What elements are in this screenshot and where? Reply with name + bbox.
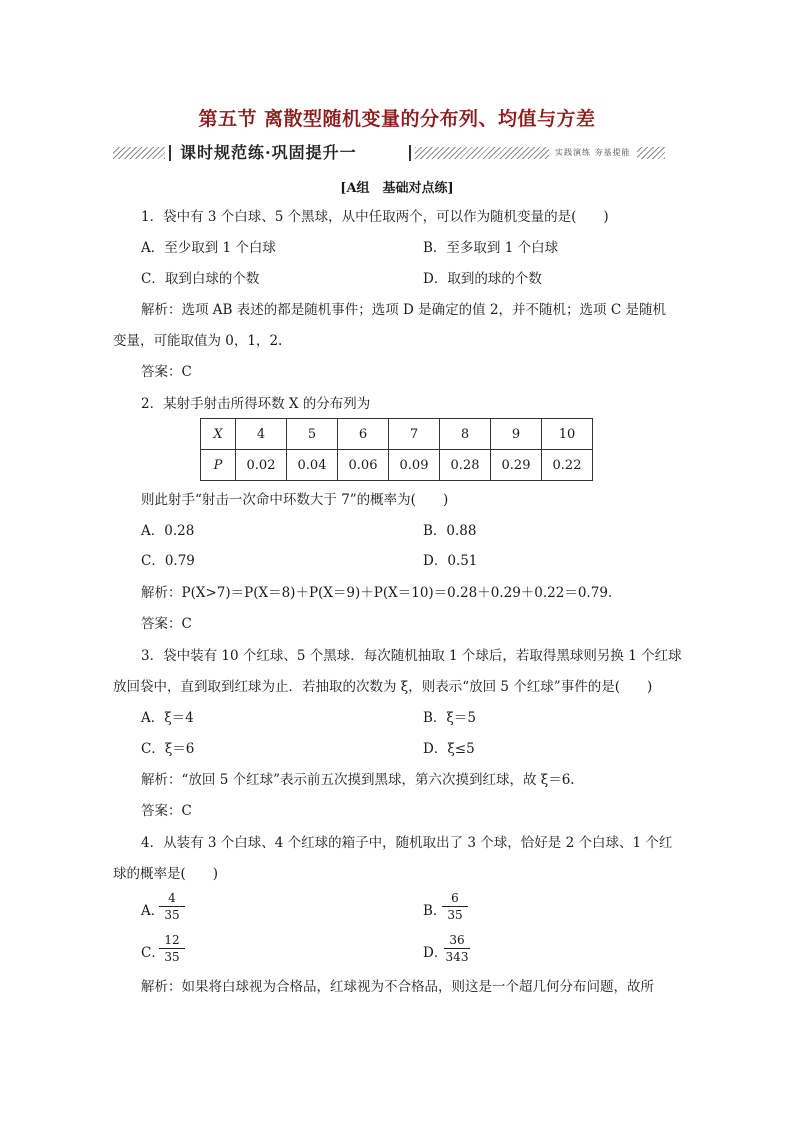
q2-option-d: D．0.51 [423,553,478,569]
q4-option-c-label: C． [141,945,165,961]
q4-option-b-label: B． [423,903,447,919]
q3-analysis: 解析：“放回 5 个红球”表示前五次摸到黑球，第六次摸到红球，故 ξ＝6. [141,772,575,788]
q2-answer: 答案：C [141,616,192,632]
q4-option-b-fraction [440,891,470,922]
fraction-denominator: 35 [164,950,180,964]
q1-option-b: B．至多取到 1 个白球 [423,240,559,256]
banner-subtitle: 实践演练 夯基提能 [549,147,637,159]
fraction-bar [442,906,468,907]
table-cell: 9 [491,419,542,450]
table-cell: X [201,419,236,450]
q3-option-d: D．ξ≤5 [423,741,475,757]
section-banner [113,143,665,163]
q4-stem-line2: 球的概率是( ) [113,866,219,882]
fraction-numerator: 6 [451,891,459,905]
fraction-denominator: 343 [445,950,469,964]
q3-stem-line1: 3．袋中装有 10 个红球、5 个黑球．每次随机抽取 1 个球后，若取得黑球则另换 1 个红球 [141,648,682,664]
q1-stem: 1．袋中有 3 个白球、5 个黑球，从中任取两个，可以作为随机变量的是( ) [141,209,609,225]
q4-option-c-fraction [157,933,187,964]
fraction-numerator: 4 [168,891,176,905]
q1-analysis-line1: 解析：选项 AB 表述的都是随机事件；选项 D 是确定的值 2，并不随机；选项 C 是随机 [141,302,666,318]
q3-stem-line2: 放回袋中，直到取到红球为止．若抽取的次数为 ξ，则表示“放回 5 个红球”事件的是( ) [113,679,653,695]
q3-option-a: A．ξ＝4 [141,710,194,726]
q4-option-d-label: D． [423,945,448,961]
table-cell: 5 [287,419,338,450]
table-cell: 0.09 [389,450,440,481]
banner-bar-left [169,145,171,161]
table-cell: P [201,450,236,481]
q1-answer: 答案：C [141,364,192,380]
banner-hatch-left [113,147,165,159]
table-cell: 6 [338,419,389,450]
fraction-bar [444,948,470,949]
q2-option-b: B．0.88 [423,523,477,539]
table-cell: 0.28 [440,450,491,481]
fraction-bar [159,906,185,907]
table-cell: 0.29 [491,450,542,481]
table-cell: 4 [236,419,287,450]
q1-option-d: D．取到的球的个数 [423,271,542,287]
table-cell: 10 [542,419,593,450]
table-row [201,450,593,481]
fraction-numerator: 36 [449,933,465,947]
q3-answer: 答案：C [141,803,192,819]
q1-option-a: A．至少取到 1 个白球 [141,240,276,256]
banner-title: 课时规范练·巩固提升一 [180,143,357,162]
q2-question: 则此射手“射击一次命中环数大于 7”的概率为( ) [141,492,449,508]
group-title: [A组 基础对点练] [340,181,454,196]
table-row [201,419,593,450]
q2-stem: 2．某射手射击所得环数 X 的分布列为 [141,396,371,412]
page-title: 第五节 离散型随机变量的分布列、均值与方差 [198,108,596,130]
q3-option-b: B．ξ＝5 [423,710,476,726]
q4-option-a-label: A． [141,903,165,919]
fraction-bar [159,948,185,949]
q4-analysis: 解析：如果将白球视为合格品，红球视为不合格品，则这是一个超几何分布问题，故所 [141,979,654,995]
fraction-denominator: 35 [447,908,463,922]
q4-stem-line1: 4．从装有 3 个白球、4 个红球的箱子中，随机取出了 3 个球，恰好是 2 个白球、1 个红 [141,835,673,851]
table-cell: 0.04 [287,450,338,481]
table-cell: 0.02 [236,450,287,481]
q2-option-c: C．0.79 [141,553,195,569]
q2-analysis: 解析：P(X>7)＝P(X＝8)＋P(X＝9)＋P(X＝10)＝0.28＋0.29＋0.22＝0.79. [141,585,613,601]
q1-analysis-line2: 变量，可能取值为 0，1，2. [113,333,283,349]
table-cell: 8 [440,419,491,450]
q1-option-c: C．取到白球的个数 [141,271,260,287]
q2-option-a: A．0.28 [141,523,195,539]
banner-bar-right [409,145,411,161]
table-cell: 0.06 [338,450,389,481]
q4-option-a-fraction [157,891,187,922]
fraction-denominator: 35 [164,908,180,922]
distribution-table [200,418,593,481]
table-cell: 7 [389,419,440,450]
fraction-numerator: 12 [164,933,180,947]
q3-option-c: C．ξ＝6 [141,741,195,757]
q4-option-d-fraction [442,933,472,964]
table-cell: 0.22 [542,450,593,481]
